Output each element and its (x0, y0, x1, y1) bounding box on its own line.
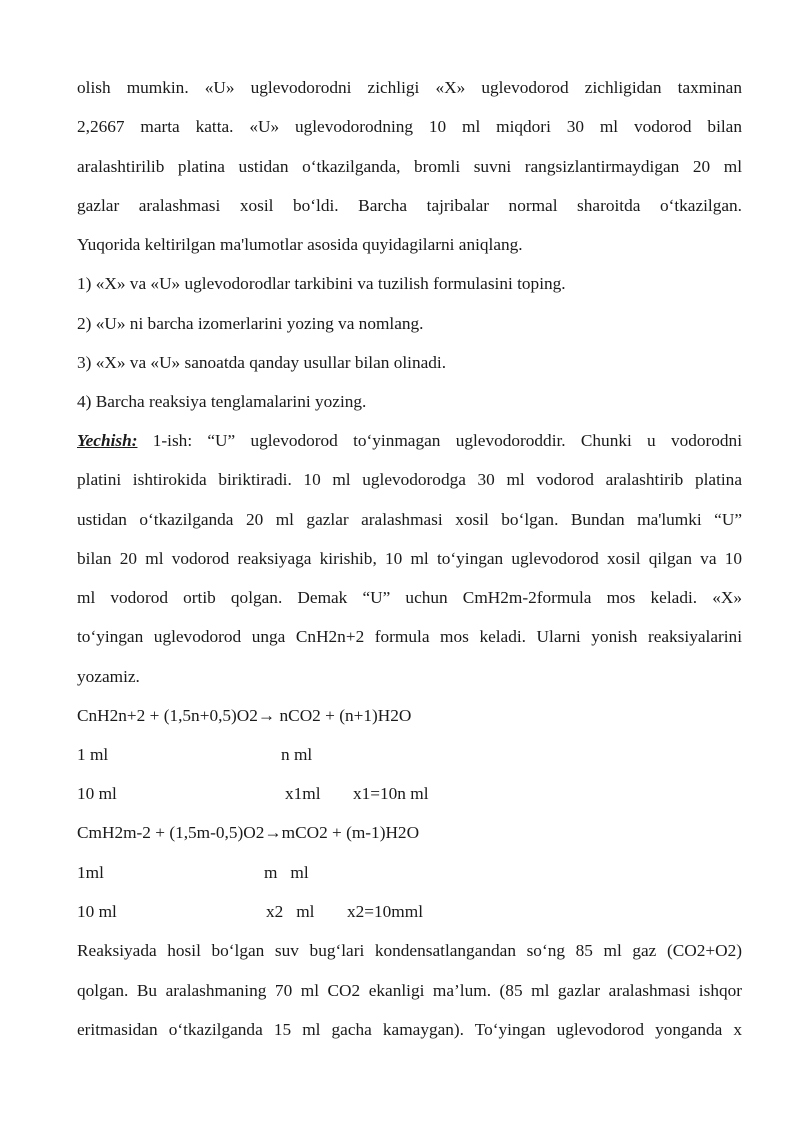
text-line: qolgan. Bu aralashmaning 70 ml CO2 ekanligi ma’lum. (85 ml gazlar aralashmasi ishqor (77, 981, 742, 1000)
equation-cell: 1ml (77, 863, 104, 882)
equation-row (77, 782, 742, 806)
equation-cell: x2=10mml (347, 902, 423, 921)
text-line: aralashtirilib platina ustidan o‘tkazilganda, bromli suvni rangsizlantirmaydigan 20 ml (77, 157, 742, 176)
text-line: Reaksiyada hosil bo‘lgan suv bug‘lari kondensatlangandan so‘ng 85 ml gaz (CO2+O2) (77, 941, 742, 960)
text-line: eritmasidan o‘tkazilganda 15 ml gacha kamaygan). To‘yingan uglevodorod yonganda x (77, 1020, 742, 1039)
question-item: 3) «X» va «U» sanoatda qanday usullar bilan olinadi. (77, 353, 447, 372)
equation-cell: 1 ml (77, 745, 109, 764)
text-line: ml vodorod ortib qolgan. Demak “U” uchun CmH2m-2formula mos keladi. «X» (77, 588, 742, 607)
text-line: gazlar aralashmasi xosil bo‘ldi. Barcha tajribalar normal sharoitda o‘tkazilgan. (77, 196, 742, 215)
solution-first-line (77, 429, 742, 453)
equation-row (77, 900, 742, 924)
question-item: 2) «U» ni barcha izomerlarini yozing va nomlang. (77, 314, 424, 333)
equation-row (77, 743, 742, 767)
text-line: ustidan o‘tkazilganda 20 ml gazlar aralashmasi xosil bo‘lgan. Bundan ma'lumki “U” (77, 510, 742, 529)
text-line: Yuqorida keltirilgan ma'lumotlar asosida quyidagilarni aniqlang. (77, 235, 523, 254)
equation-cell: n ml (281, 745, 313, 764)
equation-formula: CmH2m-2 + (1,5m-0,5)O2→mCO2 + (m-1)H2O (77, 823, 420, 842)
equation-cell: x1=10n ml (353, 784, 429, 803)
text-line: 2,2667 marta katta. «U» uglevodorodning 10 ml miqdori 30 ml vodorod bilan (77, 117, 742, 136)
equation-cell: x1ml (285, 784, 321, 803)
text-line: yozamiz. (77, 667, 140, 686)
text-line: bilan 20 ml vodorod reaksiyaga kirishib, 10 ml to‘yingan uglevodorod xosil qilgan va 10 (77, 549, 742, 568)
equation-cell: 10 ml (77, 784, 117, 803)
text-line: olish mumkin. «U» uglevodorodni zichligi «X» uglevodorod zichligidan taxminan (77, 78, 742, 97)
equation-cell: x2 ml (266, 902, 315, 921)
solution-text: 1-ish: “U” uglevodorod to‘yinmagan uglevodoroddir. Chunki u vodorodni (137, 431, 742, 450)
equation-cell: 10 ml (77, 902, 117, 921)
solution-label: Yechish: (77, 431, 138, 450)
question-item: 4) Barcha reaksiya tenglamalarini yozing. (77, 392, 367, 411)
text-line: platini ishtirokida biriktiradi. 10 ml uglevodorodga 30 ml vodorod aralashtirib platina (77, 470, 742, 489)
equation-cell: m ml (264, 863, 309, 882)
equation-row (77, 861, 742, 885)
equation-formula: CnH2n+2 + (1,5n+0,5)O2→ nCO2 + (n+1)H2O (77, 706, 412, 725)
question-item: 1) «X» va «U» uglevodorodlar tarkibini va tuzilish formulasini toping. (77, 274, 566, 293)
text-line: to‘yingan uglevodorod unga CnH2n+2 formula mos keladi. Ularni yonish reaksiyalarini (77, 627, 742, 646)
